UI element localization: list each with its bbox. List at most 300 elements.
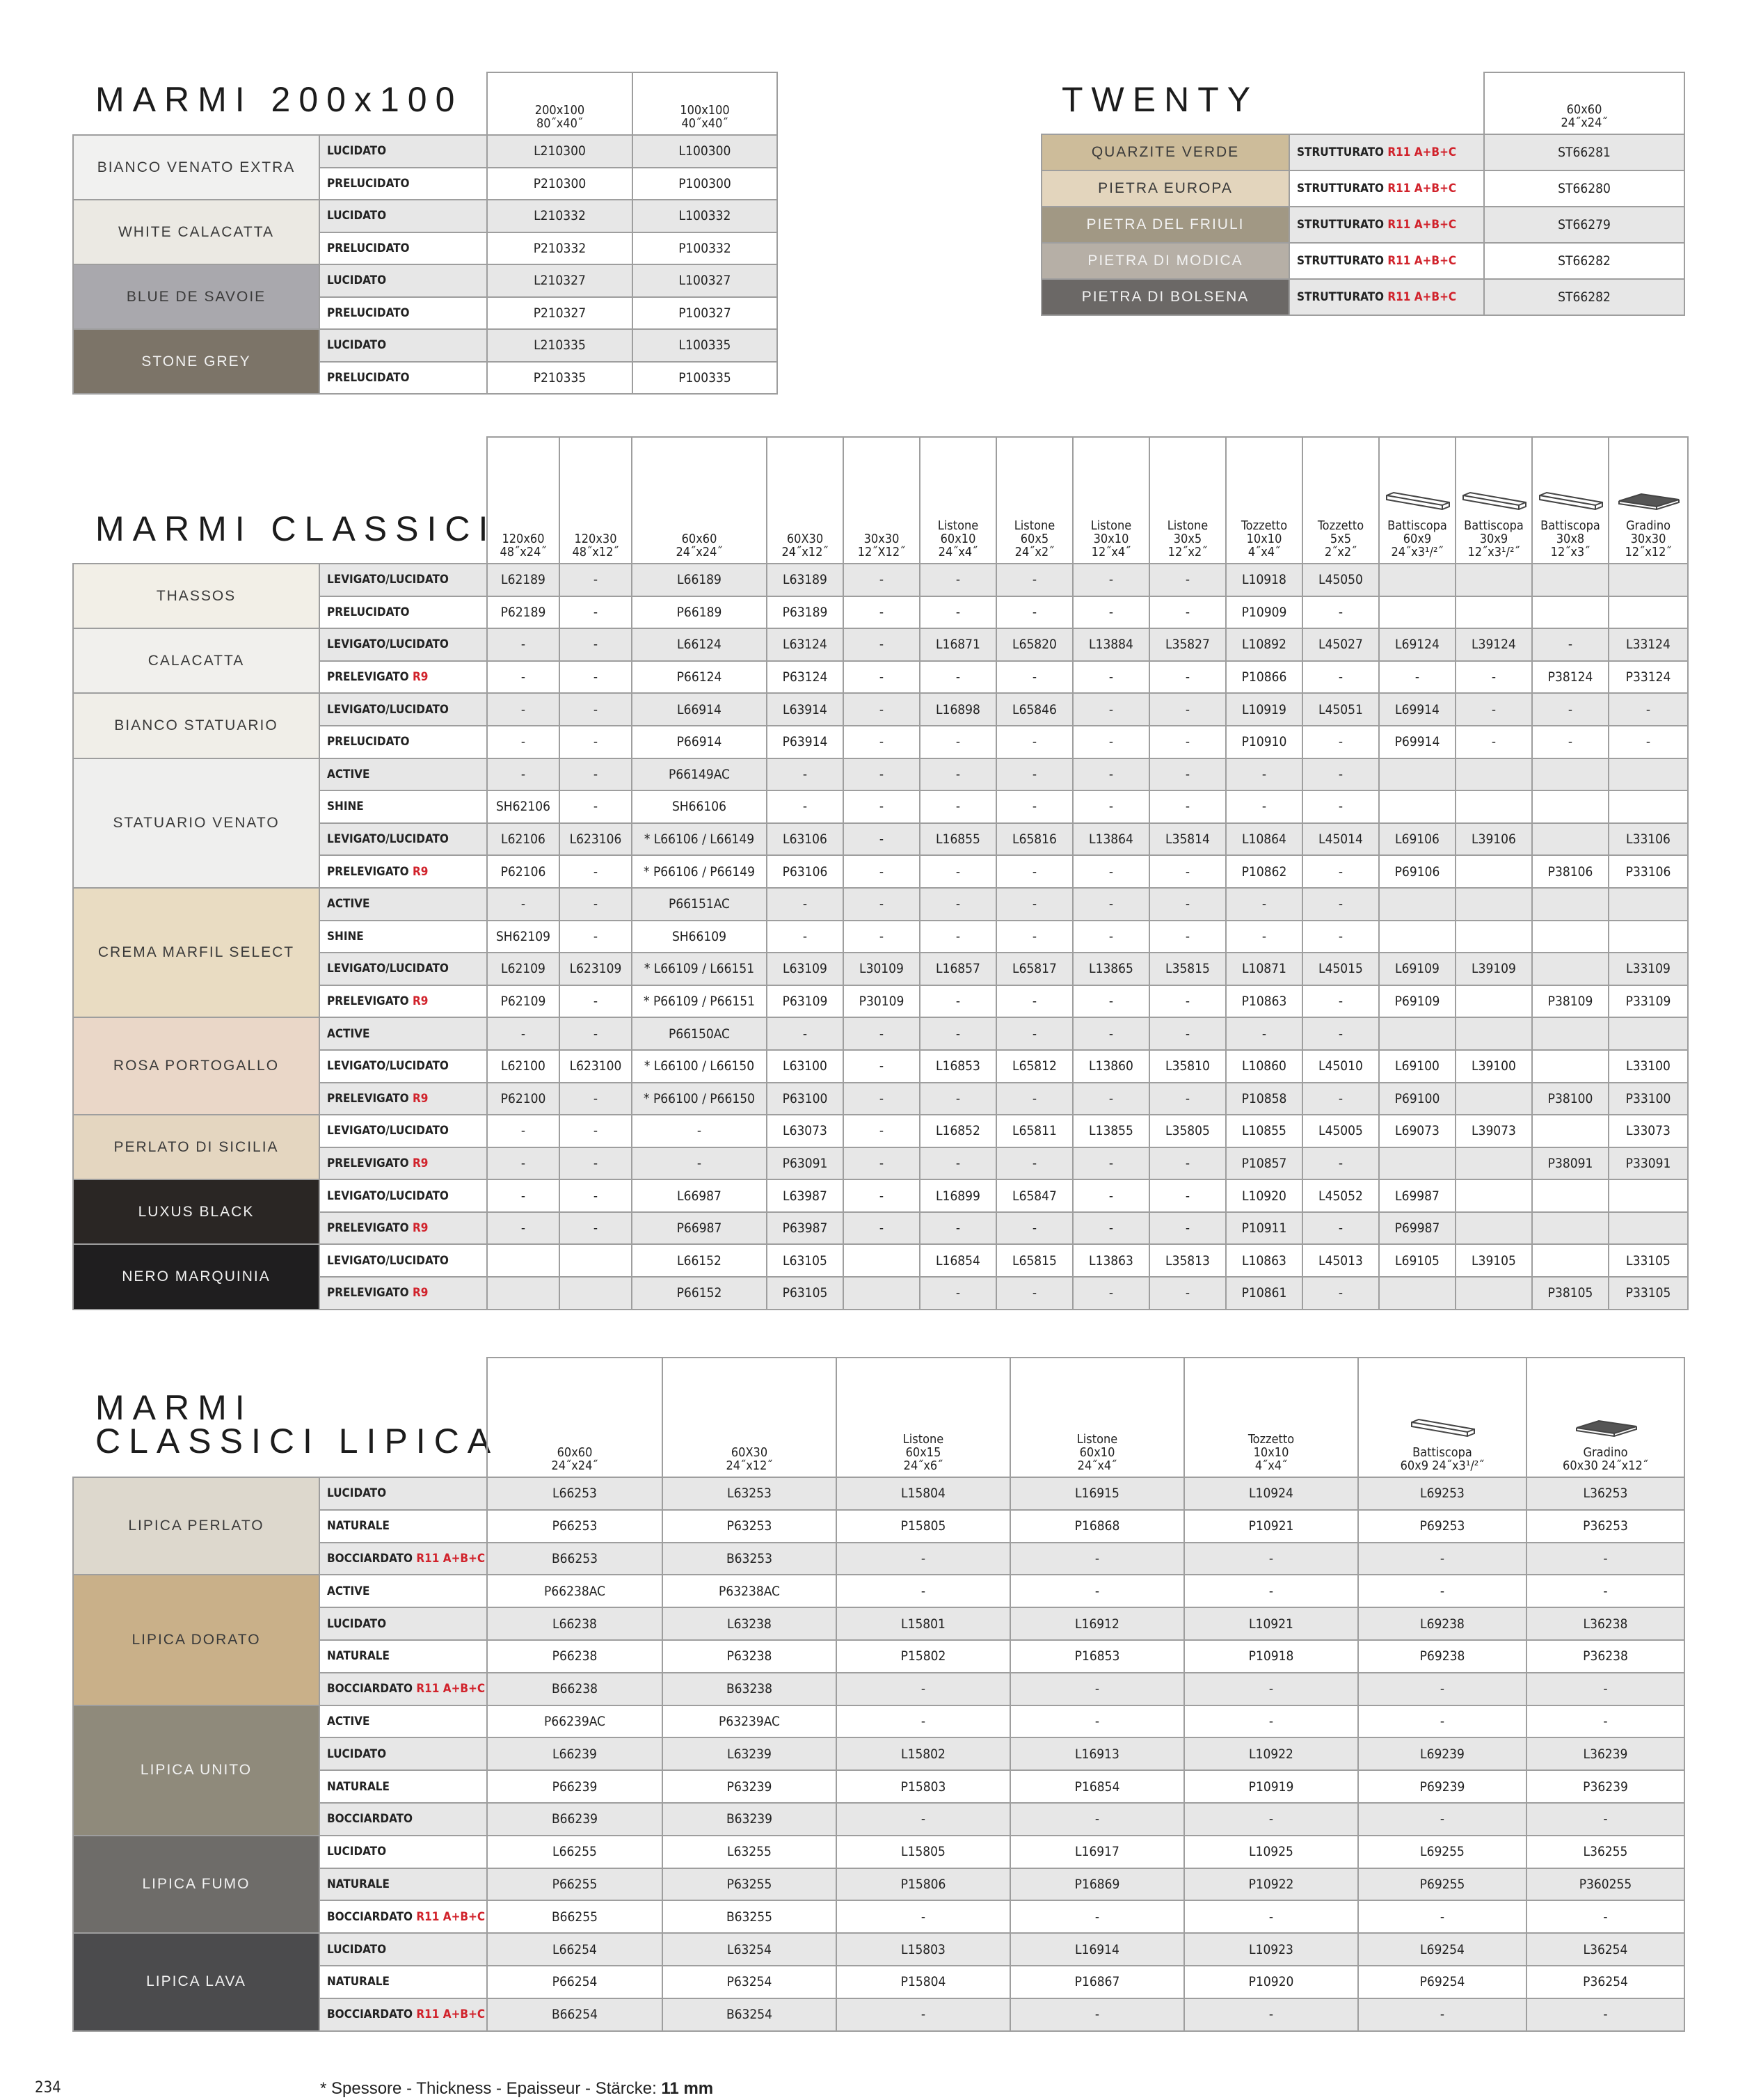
finish-name: PRELUCIDATO [327,305,410,320]
product-code: P69255 [1358,1868,1526,1901]
product-code [559,1277,632,1310]
product-code: - [559,564,632,596]
finish-name: ACTIVE [327,1026,370,1041]
product-code: L69109 [1379,953,1456,985]
table-row [1042,134,1684,170]
product-code: L65817 [996,953,1073,985]
slip-rating: R11 A+B+C [1387,145,1457,159]
product-code: P16853 [1010,1640,1184,1673]
product-code: L65811 [996,1115,1073,1147]
product-code: L62106 [487,823,559,856]
size-header-line: 4˝x4˝ [1254,1458,1288,1473]
product-code: - [1073,855,1149,888]
slip-rating: R11 A+B+C [1387,290,1457,304]
product-code: - [996,564,1073,596]
product-code: P15802 [836,1640,1010,1673]
product-code: - [836,1803,1010,1836]
product-code: - [1184,1705,1358,1738]
size-header [1358,1358,1526,1477]
product-code: P66914 [632,726,767,758]
product-code: - [1532,628,1609,661]
product-code: - [996,726,1073,758]
finish-label [319,1900,487,1933]
product-code: - [1526,1998,1684,2031]
product-code: L33073 [1609,1115,1688,1147]
size-header [487,437,559,564]
size-header-line: 30x10 [1093,532,1129,546]
product-code: P63914 [767,726,843,758]
product-code: L210335 [487,329,632,362]
size-header-line: Listone [902,1432,944,1447]
product-code: - [836,1575,1010,1607]
table-row [73,329,777,362]
product-code: L35827 [1149,628,1226,661]
product-code: L36254 [1526,1933,1684,1966]
product-code: - [843,661,920,694]
product-code: P66150AC [632,1017,767,1050]
product-code: - [1149,1147,1226,1180]
size-header-line: 60x30 24˝x12˝ [1563,1458,1648,1473]
finish-label [319,1737,487,1770]
table-row [73,564,1688,596]
marmi-classici-table [72,436,1689,1310]
product-code: - [836,1673,1010,1705]
finish-label [319,790,487,823]
product-code: - [920,726,996,758]
product-code: - [1456,726,1532,758]
product-code: L13884 [1073,628,1149,661]
product-code: L623106 [559,823,632,856]
product-code [1456,888,1532,921]
size-header-line: Listone [1076,1432,1118,1447]
size-header-line: 60x10 [1079,1445,1115,1460]
product-code: L623109 [559,953,632,985]
product-code: L16898 [920,693,996,726]
product-code: L10892 [1226,628,1302,661]
finish-name: LEVIGATO/LUCIDATO [327,962,449,976]
product-code: L10863 [1226,1244,1302,1277]
product-code: - [1226,790,1302,823]
product-code: P210300 [487,168,632,200]
product-code: P15804 [836,1966,1010,1998]
product-code: - [1456,693,1532,726]
finish-name: ACTIVE [327,1714,370,1728]
product-code: - [843,921,920,953]
product-code: L13865 [1073,953,1149,985]
product-code: - [559,596,632,629]
product-code: P66987 [632,1212,767,1245]
finish-name: LUCIDATO [327,1942,387,1957]
product-code: - [1073,1083,1149,1115]
product-code: L100332 [632,200,777,232]
finish-name: BOCCIARDATO [327,1812,413,1827]
product-code: - [487,693,559,726]
product-code: - [996,1017,1073,1050]
product-code [843,1277,920,1310]
product-code: P62109 [487,985,559,1018]
product-code: L63253 [662,1477,836,1510]
product-code: L45015 [1302,953,1379,985]
product-code: - [559,661,632,694]
finish-name: LUCIDATO [327,338,387,353]
product-code: - [1532,726,1609,758]
finish-label [319,1868,487,1901]
finish-name: LEVIGATO/LUCIDATO [327,573,449,587]
size-header-line: 12˝x3˝ [1550,545,1590,559]
size-header-line: 30x8 [1556,532,1585,546]
finish-label [319,1543,487,1575]
product-code [1379,921,1456,953]
slip-rating: R9 [412,1221,429,1236]
product-code: - [920,921,996,953]
product-code: - [920,855,996,888]
table-row [73,1115,1688,1147]
product-code: P63254 [662,1966,836,1998]
product-code [1532,823,1609,856]
product-code: - [843,564,920,596]
product-code [1609,1017,1688,1050]
product-code: - [1149,596,1226,629]
product-code: L33124 [1609,628,1688,661]
product-code: P100332 [632,232,777,265]
product-code: - [1073,1212,1149,1245]
finish-label [319,1607,487,1640]
product-code: - [1358,1900,1526,1933]
finish-label [319,297,487,330]
product-code: - [1302,921,1379,953]
product-code: ST66281 [1484,134,1684,170]
product-code: - [559,1212,632,1245]
product-code: - [996,1212,1073,1245]
size-header-line: 60X30 [786,532,824,546]
size-header-line: 30x5 [1173,532,1202,546]
gradino-icon [1613,488,1683,512]
product-code: P10861 [1226,1277,1302,1310]
product-code: L66255 [487,1836,662,1868]
product-code [1532,888,1609,921]
product-code: L210327 [487,264,632,297]
product-code: L63254 [662,1933,836,1966]
product-code: P63100 [767,1083,843,1115]
product-code: L45014 [1302,823,1379,856]
product-code: P10862 [1226,855,1302,888]
material-name: STONE GREY [73,329,319,394]
finish-name: BOCCIARDATO [327,1909,413,1924]
product-code: L65812 [996,1050,1073,1083]
product-code: - [1073,564,1149,596]
material-name: LIPICA DORATO [73,1575,319,1705]
product-code: - [836,1543,1010,1575]
product-code: - [1302,1212,1379,1245]
size-header-line: 60x10 [940,532,976,546]
finish-name: NATURALE [327,1975,390,1989]
product-code: L36239 [1526,1737,1684,1770]
product-code: L16899 [920,1179,996,1212]
product-code: L16912 [1010,1607,1184,1640]
size-header-line: 60x9 24˝x3¹/²˝ [1400,1458,1485,1473]
finish-name: LEVIGATO/LUCIDATO [327,702,449,717]
product-code: P63987 [767,1212,843,1245]
product-code [1609,596,1688,629]
size-header-line: 48˝x12˝ [572,545,619,559]
product-code: - [920,661,996,694]
size-header-line: 80˝x40˝ [536,116,583,131]
product-code: L33105 [1609,1244,1688,1277]
product-code: P100327 [632,297,777,330]
battiscopa-icon [1380,488,1455,516]
product-code: L10860 [1226,1050,1302,1083]
product-code [487,1277,559,1310]
product-code: - [1010,1705,1184,1738]
finish-name: STRUTTURATO [1297,218,1385,232]
product-code: P38100 [1532,1083,1609,1115]
table-row [73,888,1688,921]
product-code: - [1073,1147,1149,1180]
product-code: - [1526,1575,1684,1607]
finish-name: LEVIGATO/LUCIDATO [327,1059,449,1074]
product-code: P33100 [1609,1083,1688,1115]
size-header [836,1358,1010,1477]
product-code: L100327 [632,264,777,297]
product-code: - [559,693,632,726]
material-name: QUARZITE VERDE [1042,134,1289,170]
product-code: - [1456,661,1532,694]
product-code [1456,1083,1532,1115]
product-code: - [1226,921,1302,953]
product-code: - [1302,985,1379,1018]
product-code [1532,1244,1609,1277]
product-code [1532,564,1609,596]
product-code: - [1073,985,1149,1018]
product-code: L66914 [632,693,767,726]
product-code: L16917 [1010,1836,1184,1868]
finish-label [319,264,487,297]
finish-name: PRELUCIDATO [327,176,410,191]
product-code: P15805 [836,1510,1010,1543]
table-row [1042,170,1684,207]
lipica-table [72,1357,1685,2032]
product-code: L45010 [1302,1050,1379,1083]
size-header-line: 12˝x3¹/²˝ [1467,545,1520,559]
product-code: - [487,726,559,758]
finish-name: PRELUCIDATO [327,370,410,385]
product-code: - [559,726,632,758]
product-code: - [843,1212,920,1245]
size-header-line: 30x30 [863,532,900,546]
product-code: - [1010,1575,1184,1607]
product-code: - [996,790,1073,823]
table-row [73,200,777,232]
slip-rating: R9 [412,864,429,879]
product-code: - [559,888,632,921]
finish-label [1289,207,1484,243]
product-code: L10919 [1226,693,1302,726]
product-code: P69254 [1358,1966,1526,1998]
product-code: P38105 [1532,1277,1609,1310]
table-row [73,693,1688,726]
product-code: - [1073,693,1149,726]
finish-name: PRELEVIGATO [327,994,409,1009]
product-code: - [996,888,1073,921]
slip-rating: R11 A+B+C [1387,218,1457,232]
size-header [920,437,996,564]
page-number: 234 [35,2079,61,2097]
material-name: LIPICA LAVA [73,1933,319,2030]
finish-name: LEVIGATO/LUCIDATO [327,637,449,652]
product-code: L62109 [487,953,559,985]
finish-name: NATURALE [327,1779,390,1794]
size-header-line: 2˝x2˝ [1324,545,1357,559]
product-code: ST66282 [1484,279,1684,315]
material-name: PERLATO DI SICILIA [73,1115,319,1179]
material-name: LUXUS BLACK [73,1179,319,1244]
product-code: P16867 [1010,1966,1184,1998]
product-code: P10866 [1226,661,1302,694]
product-code: - [843,1050,920,1083]
product-code [1532,1050,1609,1083]
finish-name: PRELUCIDATO [327,735,410,749]
size-header-line: Listone [1014,518,1055,533]
product-code: L69124 [1379,628,1456,661]
finish-name: NATURALE [327,1649,390,1664]
product-code: P63189 [767,596,843,629]
product-code: P69238 [1358,1640,1526,1673]
finish-name: LUCIDATO [327,1747,387,1761]
product-code: P63105 [767,1277,843,1310]
product-code: P36239 [1526,1770,1684,1803]
product-code: P66152 [632,1277,767,1310]
finish-label [319,362,487,395]
product-code [1532,1115,1609,1147]
product-code: - [1379,661,1456,694]
product-code: L39105 [1456,1244,1532,1277]
product-code: L36238 [1526,1607,1684,1640]
size-header-line: 24˝x3¹/²˝ [1391,545,1444,559]
product-code: - [843,596,920,629]
product-code: * L66100 / L66150 [632,1050,767,1083]
product-code: - [1302,596,1379,629]
finish-name: LUCIDATO [327,144,387,159]
size-header-line: 24˝x4˝ [1077,1458,1117,1473]
product-code: L16871 [920,628,996,661]
product-code: B63253 [662,1543,836,1575]
product-code: - [920,1212,996,1245]
size-header-line: 24˝x24˝ [1561,116,1608,130]
product-code: P62100 [487,1083,559,1115]
product-code: L45051 [1302,693,1379,726]
product-code: - [836,1900,1010,1933]
product-code [1532,1017,1609,1050]
product-code: - [1226,758,1302,791]
product-code: - [920,985,996,1018]
table-row [73,264,777,297]
product-code: L10871 [1226,953,1302,985]
finish-label [319,1933,487,1966]
material-name: BIANCO STATUARIO [73,693,319,758]
product-code: L63239 [662,1737,836,1770]
product-code [1532,921,1609,953]
product-code: - [1149,564,1226,596]
product-code [1379,1147,1456,1180]
product-code: L36253 [1526,1477,1684,1510]
size-header-line: 60x60 [557,1445,593,1460]
battiscopa-icon [1359,1415,1526,1443]
finish-name: LEVIGATO/LUCIDATO [327,1188,449,1203]
product-code: - [1526,1803,1684,1836]
material-name: CREMA MARFIL SELECT [73,888,319,1017]
product-code: L66254 [487,1933,662,1966]
size-header-line: 12˝x2˝ [1167,545,1208,559]
product-code: P63239 [662,1770,836,1803]
product-code: L65816 [996,823,1073,856]
slip-rating: R11 A+B+C [416,1682,486,1696]
product-code: L63106 [767,823,843,856]
size-header [559,437,632,564]
finish-label [319,921,487,953]
table-row [73,1017,1688,1050]
product-code: L62100 [487,1050,559,1083]
size-header-line: 120x60 [502,532,545,546]
product-code: SH66109 [632,921,767,953]
product-code: - [1149,693,1226,726]
product-code: P66189 [632,596,767,629]
product-code: P10911 [1226,1212,1302,1245]
size-header [1484,72,1684,134]
product-code: - [996,661,1073,694]
product-code: P66239AC [487,1705,662,1738]
product-code: B63239 [662,1803,836,1836]
finish-name: ACTIVE [327,897,370,912]
size-header [1226,437,1302,564]
table-row [73,628,1688,661]
product-code: - [920,1017,996,1050]
battiscopa-icon [1456,488,1531,516]
product-code: - [559,1179,632,1212]
battiscopa-icon [1408,1415,1477,1439]
material-name: WHITE CALACATTA [73,200,319,264]
product-code: - [1010,1543,1184,1575]
product-code [1532,596,1609,629]
product-code: - [767,1017,843,1050]
table-row [73,1933,1684,1966]
table-row [73,1575,1684,1607]
finish-label [319,596,487,629]
finish-name: LEVIGATO/LUCIDATO [327,832,449,847]
product-code: L45052 [1302,1179,1379,1212]
product-code: - [1149,1017,1226,1050]
product-code: - [1184,1543,1358,1575]
finish-label [319,1083,487,1115]
product-code: - [1184,1575,1358,1607]
product-code: B63254 [662,1998,836,2031]
product-code: - [1226,1017,1302,1050]
table-row [73,1179,1688,1212]
finish-name: SHINE [327,929,364,944]
product-code: P69239 [1358,1770,1526,1803]
product-code: - [1302,888,1379,921]
product-code [1456,1147,1532,1180]
slip-rating: R9 [412,1156,429,1170]
finish-label [319,855,487,888]
finish-label [1289,279,1484,315]
product-code: - [1358,1673,1526,1705]
product-code [1456,855,1532,888]
product-code [1379,758,1456,791]
product-code: - [1302,1083,1379,1115]
size-header-line: Tozzetto [1317,518,1364,533]
finish-label [319,1277,487,1310]
size-header-line: 24˝x2˝ [1014,545,1055,559]
